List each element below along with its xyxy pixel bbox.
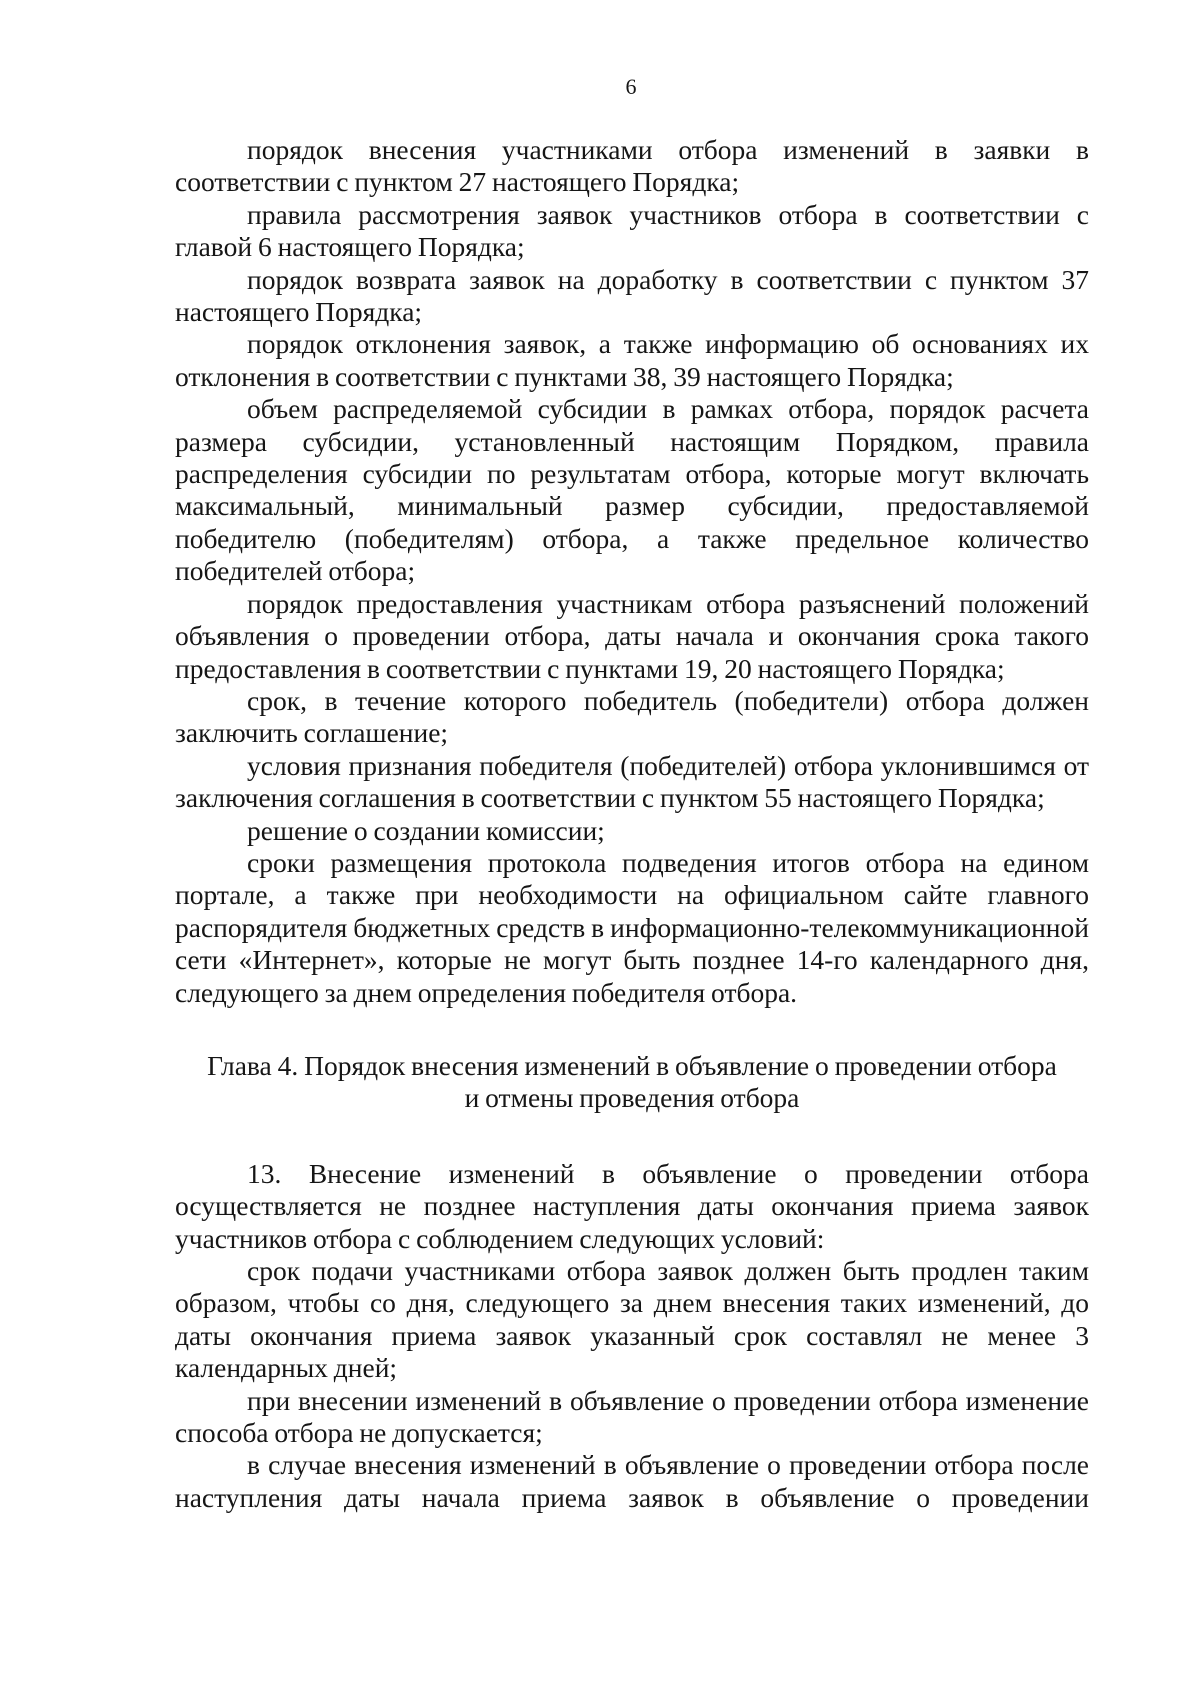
page-number: 6 xyxy=(625,74,637,99)
chapter-heading xyxy=(175,1050,1089,1115)
paragraph: решение о создании комиссии; xyxy=(247,814,605,846)
paragraph: порядок предоставления участникам отбора разъяснений положений объявления о проведении отбора, даты начала и окончания срока такого предоставления в соответствии с пунктами 19, 20 настоящего Порядка; xyxy=(175,587,1089,684)
paragraph: правила рассмотрения заявок участников отбора в соответствии с главой 6 настоящего Порядка; xyxy=(175,198,1089,263)
paragraph: срок, в течение которого победитель (победители) отбора должен заключить соглашение; xyxy=(175,684,1089,749)
paragraph: порядок внесения участниками отбора изменений в заявки в соответствии с пунктом 27 настоящего Порядка; xyxy=(175,134,1089,198)
paragraph: срок подачи участниками отбора заявок должен быть продлен таким образом, чтобы со дня, следующего за днем внесения таких изменений, до даты окончания приема заявок указанный срок составлял не менее 3 календарных дней; xyxy=(175,1255,1089,1384)
paragraph: порядок возврата заявок на доработку в соответствии с пунктом 37 настоящего Порядка; xyxy=(175,263,1089,328)
paragraph: условия признания победителя (победителей) отбора уклонившимся от заключения соглашения в соответствии с пунктом 55 настоящего Порядка; xyxy=(175,749,1089,814)
paragraph: сроки размещения протокола подведения итогов отбора на едином портале, а также при необходимости на официальном сайте главного распорядителя бюджетных средств в информационно-телекоммуникационной сети «Интернет», которые не могут быть позднее 14-го календарного дня, следующего за днем определения победителя отбора. xyxy=(175,846,1089,1008)
paragraph: объем распределяемой субсидии в рамках отбора, порядок расчета размера субсидии, установленный настоящим Порядком, правила распределения субсидии по результатам отбора, которые могут включать максимальный, минимальный размер субсидии, предоставляемой победителю (победителям) отбора, а также предельное количество победителей отбора; xyxy=(175,393,1089,587)
document-body xyxy=(175,134,1089,1514)
paragraph: в случае внесения изменений в объявление о проведении отбора после наступления даты начала приема заявок в объявление о проведении xyxy=(175,1449,1089,1513)
paragraph: 13. Внесение изменений в объявление о проведении отбора осуществляется не позднее наступления даты окончания приема заявок участников отбора с соблюдением следующих условий: xyxy=(175,1157,1089,1254)
chapter-heading-line: Глава 4. Порядок внесения изменений в объявление о проведении отбора xyxy=(207,1049,1057,1081)
paragraph: при внесении изменений в объявление о проведении отбора изменение способа отбора не допускается; xyxy=(175,1384,1089,1449)
chapter-heading-line: и отмены проведения отбора xyxy=(464,1082,800,1114)
paragraph: порядок отклонения заявок, а также информацию об основаниях их отклонения в соответствии с пунктами 38, 39 настоящего Порядка; xyxy=(175,328,1089,392)
